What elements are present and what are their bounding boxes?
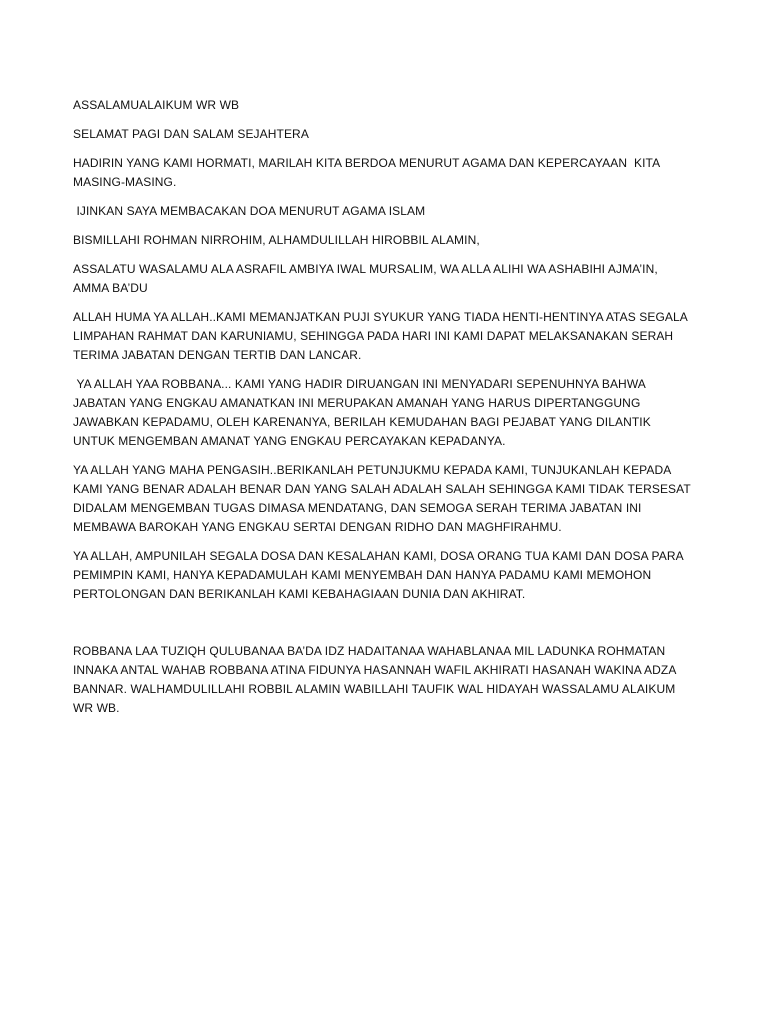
salawat-paragraph: ASSALATU WASALAMU ALA ASRAFIL AMBIYA IWAL MURSALIM, WA ALLA ALIHI WA ASHABIHI AJMA’IN, AMMA BA’DU [73, 262, 661, 295]
invitation-paragraph: HADIRIN YANG KAMI HORMATI, MARILAH KITA BERDOA MENURUT AGAMA DAN KEPERCAYAAN KITA MASING-MASING. [73, 156, 663, 189]
document-body [73, 96, 695, 728]
bismillah-paragraph: BISMILLAHI ROHMAN NIRROHIM, ALHAMDULILLAH HIROBBIL ALAMIN, [73, 233, 480, 247]
permission-paragraph: IJINKAN SAYA MEMBACAKAN DOA MENURUT AGAMA ISLAM [73, 204, 426, 218]
greeting-morning: SELAMAT PAGI DAN SALAM SEJAHTERA [73, 127, 309, 141]
mandate-paragraph: YA ALLAH YAA ROBBANA... KAMI YANG HADIR DIRUANGAN INI MENYADARI SEPENUHNYA BAHWA JABATAN YANG ENGKAU AMANATKAN INI MERUPAKAN AMANAH YANG HARUS DIPERTANGGUNG JAWABKAN KEPADAMU, OLEH KARENANYA, BERILAH KEMUDAHAN BAGI PEJABAT YANG DILANTIK UNTUK MENGEMBAN AMANAT YANG ENGKAU PERCAYAKAN KEPADANYA. [73, 377, 655, 448]
gratitude-paragraph: ALLAH HUMA YA ALLAH..KAMI MEMANJATKAN PUJI SYUKUR YANG TIADA HENTI-HENTINYA ATAS SEGALA LIMPAHAN RAHMAT DAN KARUNIAMU, SEHINGGA PADA HARI INI KAMI DAPAT MELAKSANAKAN SERAH TERIMA JABATAN DENGAN TERTIB DAN LANCAR. [73, 310, 691, 362]
paragraph-gap [73, 614, 695, 642]
greeting-opening: ASSALAMUALAIKUM WR WB [73, 98, 240, 112]
closing-prayer-paragraph: ROBBANA LAA TUZIQH QULUBANAA BA’DA IDZ HADAITANAA WAHABLANAA MIL LADUNKA ROHMATAN INNAKA ANTAL WAHAB ROBBANA ATINA FIDUNYA HASANNAH WAFIL AKHIRATI HASANAH WAKINA ADZA BANNAR. WALHAMDULILLAHI ROBBIL ALAMIN WABILLAHI TAUFIK WAL HIDAYAH WASSALAMU ALAIKUM WR WB. [73, 644, 680, 715]
forgiveness-paragraph: YA ALLAH, AMPUNILAH SEGALA DOSA DAN KESALAHAN KAMI, DOSA ORANG TUA KAMI DAN DOSA PARA PEMIMPIN KAMI, HANYA KEPADAMULAH KAMI MENYEMBAH DAN HANYA PADAMU KAMI MEMOHON PERTOLONGAN DAN BERIKANLAH KAMI KEBAHAGIAAN DUNIA DAN AKHIRAT. [73, 549, 687, 601]
guidance-paragraph: YA ALLAH YANG MAHA PENGASIH..BERIKANLAH PETUNJUKMU KEPADA KAMI, TUNJUKANLAH KEPADA KAMI YANG BENAR ADALAH BENAR DAN YANG SALAH ADALAH SALAH SEHINGGA KAMI TIDAK TERSESAT DIDALAM MENGEMBAN TUGAS DIMASA MENDATANG, DAN SEMOGA SERAH TERIMA JABATAN INI MEMBAWA BAROKAH YANG ENGKAU SERTAI DENGAN RIDHO DAN MAGHFIRAHMU. [73, 463, 695, 534]
